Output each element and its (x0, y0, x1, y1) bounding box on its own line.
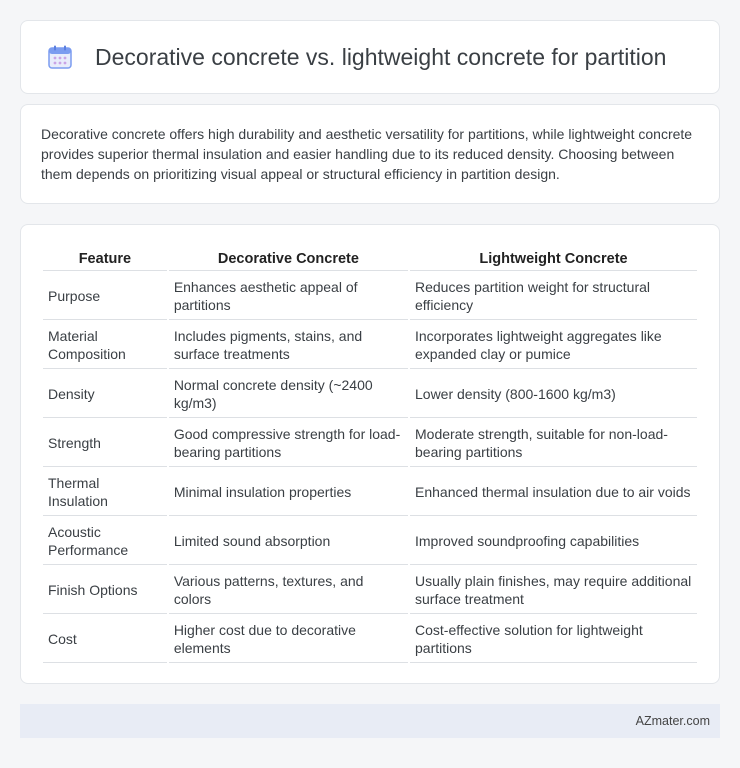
cell-lightweight: Usually plain finishes, may require additional surface treatment (410, 567, 697, 614)
table-row (43, 420, 697, 467)
cell-lightweight: Moderate strength, suitable for non-load-bearing partitions (410, 420, 697, 467)
table-row (43, 322, 697, 369)
footer-brand-link[interactable]: AZmater.com (635, 714, 710, 728)
table-row (43, 469, 697, 516)
table-row (43, 616, 697, 663)
cell-decorative: Higher cost due to decorative elements (169, 616, 408, 663)
cell-decorative: Minimal insulation properties (169, 469, 408, 516)
header-card (20, 20, 720, 94)
cell-feature: Strength (43, 420, 167, 467)
cell-decorative: Various patterns, textures, and colors (169, 567, 408, 614)
header-lightweight-concrete: Lightweight Concrete (410, 247, 697, 271)
comparison-table (41, 245, 699, 665)
cell-feature: Cost (43, 616, 167, 663)
cell-lightweight: Incorporates lightweight aggregates like expanded clay or pumice (410, 322, 697, 369)
header-feature: Feature (43, 247, 167, 271)
cell-lightweight: Cost-effective solution for lightweight partitions (410, 616, 697, 663)
cell-feature: Finish Options (43, 567, 167, 614)
header-decorative-concrete: Decorative Concrete (169, 247, 408, 271)
cell-decorative: Limited sound absorption (169, 518, 408, 565)
cell-lightweight: Lower density (800-1600 kg/m3) (410, 371, 697, 418)
summary-card (20, 104, 720, 204)
cell-decorative: Normal concrete density (~2400 kg/m3) (169, 371, 408, 418)
cell-decorative: Enhances aesthetic appeal of partitions (169, 273, 408, 320)
cell-feature: Acoustic Performance (43, 518, 167, 565)
cell-feature: Density (43, 371, 167, 418)
page-title: Decorative concrete vs. lightweight concrete for partition (95, 43, 667, 70)
cell-feature: Thermal Insulation (43, 469, 167, 516)
table-row (43, 371, 697, 418)
table-header-row (43, 247, 697, 271)
footer (20, 704, 720, 738)
cell-feature: Material Composition (43, 322, 167, 369)
cell-decorative: Includes pigments, stains, and surface treatments (169, 322, 408, 369)
summary-text: Decorative concrete offers high durability and aesthetic versatility for partitions, while lightweight concrete provides superior thermal insulation and easier handling due to its reduced density. Choosing between them depends on prioritizing visual appeal or structural efficiency in partition design. (41, 126, 693, 182)
cell-feature: Purpose (43, 273, 167, 320)
table-row (43, 518, 697, 565)
table-row (43, 567, 697, 614)
cell-lightweight: Reduces partition weight for structural efficiency (410, 273, 697, 320)
comparison-table-card (20, 224, 720, 684)
cell-lightweight: Improved soundproofing capabilities (410, 518, 697, 565)
table-row (43, 273, 697, 320)
cell-lightweight: Enhanced thermal insulation due to air voids (410, 469, 697, 516)
calendar-icon (45, 42, 75, 72)
cell-decorative: Good compressive strength for load-bearing partitions (169, 420, 408, 467)
